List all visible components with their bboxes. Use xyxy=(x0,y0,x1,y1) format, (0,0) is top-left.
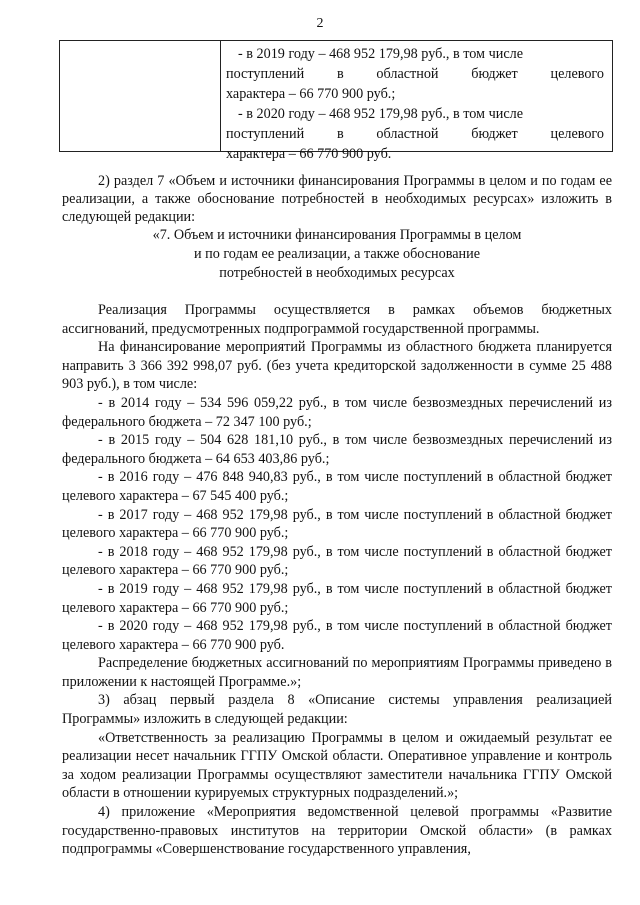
table-cell-funding xyxy=(226,44,604,164)
paragraph: На финансирование мероприятий Программы из областного бюджета планируется направить 3 366 392 998,07 руб. (без учета кредиторской задолженности в сумме 25 488 903 руб.), в том числе: xyxy=(62,339,612,393)
heading-line: потребностей в необходимых ресурсах xyxy=(219,265,455,281)
heading-line: «7. Объем и источники финансирования Программы в целом xyxy=(152,227,522,243)
paragraph-quote: «Ответственность за реализацию Программы в целом и ожидаемый результат ее реализации несет начальник ГГПУ Омской области. Оперативное управление и контроль за ходом реализации Программы осуществляют заместители начальника ГГПУ Омской области в отношении курируемых структурных подразделений.»; xyxy=(62,729,612,802)
table-line: характера – 66 770 900 руб.; xyxy=(226,86,396,102)
section-7-body xyxy=(62,301,612,859)
table-line: характера – 66 770 900 руб. xyxy=(226,146,392,162)
paragraph: Реализация Программы осуществляется в рамках объемов бюджетных ассигнований, предусмотренных подпрограммой государственной программы. xyxy=(62,302,612,337)
year-item: - в 2014 году – 534 596 059,22 руб., в том числе безвозмездных перечислений из федерального бюджета – 72 347 100 руб.; xyxy=(62,394,612,430)
amendment-item-2-block xyxy=(62,172,612,226)
year-item: - в 2016 году – 476 848 940,83 руб., в том числе поступлений в областной бюджет целевого характера – 67 545 400 руб.; xyxy=(62,469,612,504)
heading-line: и по годам ее реализации, а также обоснование xyxy=(193,246,481,262)
year-item: - в 2018 году – 468 952 179,98 руб., в том числе поступлений в областной бюджет целевого характера – 66 770 900 руб.; xyxy=(62,543,612,579)
amendment-item-3: 3) абзац первый раздела 8 «Описание системы управления реализацией Программы» изложить в следующей редакции: xyxy=(62,692,612,728)
table-column-divider xyxy=(220,41,221,151)
paragraph: Распределение бюджетных ассигнований по мероприятиям Программы приведено в приложении к настоящей Программе.»; xyxy=(62,655,612,690)
year-item: - в 2017 году – 468 952 179,98 руб., в том числе поступлений в областной бюджет целевого характера – 66 770 900 руб.; xyxy=(62,506,612,542)
table-line: поступлений в областной бюджет целевого xyxy=(226,126,604,142)
year-item: - в 2015 году – 504 628 181,10 руб., в том числе безвозмездных перечислений из федерального бюджета – 64 653 403,86 руб.; xyxy=(62,432,612,467)
page-number: 2 xyxy=(316,16,324,31)
amendment-item-4: 4) приложение «Мероприятия ведомственной целевой программы «Развитие государственно-правовых институтов на территории Омской области» (в рамках подпрограммы «Совершенствование государственного управления, xyxy=(62,804,612,858)
year-item: - в 2019 году – 468 952 179,98 руб., в том числе поступлений в областной бюджет целевого характера – 66 770 900 руб.; xyxy=(62,580,612,616)
table-line: поступлений в областной бюджет целевого xyxy=(226,66,604,82)
table-line: - в 2019 году – 468 952 179,98 руб., в том числе xyxy=(238,46,523,62)
table-line: - в 2020 году – 468 952 179,98 руб., в том числе xyxy=(238,106,523,122)
amendment-item-2: 2) раздел 7 «Объем и источники финансирования Программы в целом и по годам ее реализации, а также обоснование потребностей в необходимых ресурсах» изложить в следующей редакции: xyxy=(62,173,612,225)
year-item: - в 2020 году – 468 952 179,98 руб., в том числе поступлений в областной бюджет целевого характера – 66 770 900 руб. xyxy=(62,618,612,653)
table-fragment xyxy=(59,40,613,162)
section-7-heading xyxy=(62,226,612,283)
